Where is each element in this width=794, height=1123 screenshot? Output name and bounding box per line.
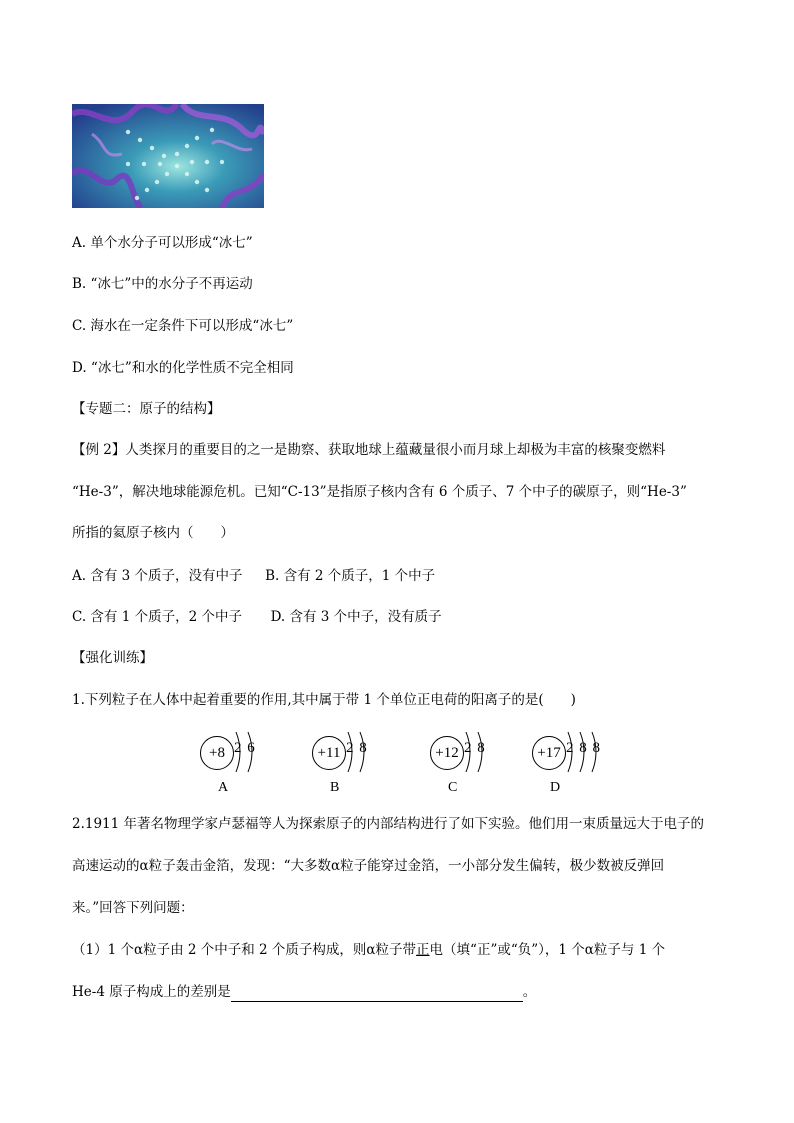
q2-sub1-line2: [72, 982, 536, 1002]
atom-letter: A: [218, 780, 229, 795]
q2-sub1-text2: 电（填“正”或“负”），1 个α粒子与 1 个: [429, 942, 666, 958]
ice-seven-illustration-icon: [72, 104, 264, 208]
atom-b: [302, 728, 412, 798]
answer-blank[interactable]: [231, 987, 523, 1002]
ice-seven-illustration: [72, 104, 264, 208]
q2-sub1-line1: [72, 940, 665, 960]
atom-nucleus: +17: [532, 736, 566, 770]
q2-line1: 2.1911 年著名物理学家卢瑟福等人为探索原子的内部结构进行了如下实验。他们用一束质量远大于电子的: [72, 816, 705, 832]
training-heading: 【强化训练】: [72, 650, 153, 666]
q1-stem: 1.下列粒子在人体中起着重要的作用,其中属于带 1 个单位正电荷的阳离子的是( ): [72, 692, 576, 708]
example2-option-c: C. 含有 1 个质子，2 个中子: [72, 609, 242, 625]
atom-c: [420, 728, 530, 798]
topic-heading: 【专题二：原子的结构】: [72, 401, 221, 417]
example2-options-row1: [72, 566, 435, 586]
example2-options-row2: [72, 607, 442, 627]
q2-sub1-answer: 正: [416, 942, 430, 958]
atom-shells: 2 6: [234, 740, 256, 756]
atom-nucleus: +8: [200, 736, 234, 770]
example2-option-a: A. 含有 3 个质子，没有中子: [72, 568, 243, 584]
option-c: C. 海水在一定条件下可以形成“冰七”: [72, 318, 294, 334]
q2-sub1-line2-end: 。: [522, 984, 537, 1000]
example2-option-d: D. 含有 3 个中子，没有质子: [270, 609, 442, 625]
example2-line3: 所指的氦原子核内（ ）: [72, 525, 234, 541]
option-a: A. 单个水分子可以形成“冰七”: [72, 235, 253, 251]
atom-shells: 2 8 8: [566, 740, 601, 756]
atom-d: [522, 728, 632, 798]
option-d: D. “冰七”和水的化学性质不完全相同: [72, 360, 294, 376]
example2-line2: “He-3”，解决地球能源危机。已知“C-13”是指原子核内含有 6 个质子、7 个中子的碳原子，则“He-3”: [72, 484, 687, 500]
q2-line2: 高速运动的α粒子轰击金箔，发现：“大多数α粒子能穿过金箔，一小部分发生偏转，极少数被反弹回: [72, 858, 665, 874]
q2-sub1-text: （1）1 个α粒子由 2 个中子和 2 个质子构成，则α粒子带: [72, 942, 417, 958]
atom-nucleus: +12: [430, 736, 464, 770]
atom-letter: B: [330, 780, 340, 795]
atom-nucleus: +11: [312, 736, 346, 770]
atom-letter: D: [550, 780, 561, 795]
atom-shells: 2 8: [464, 740, 486, 756]
atom-shells: 2 8: [346, 740, 368, 756]
atom-a: [190, 728, 300, 798]
option-b: B. “冰七”中的水分子不再运动: [72, 276, 253, 292]
q2-line3: 来。”回答下列问题：: [72, 900, 194, 916]
example2-option-b: B. 含有 2 个质子，1 个中子: [265, 568, 436, 584]
q2-sub1-line2-text: He-4 原子构成上的差别是: [72, 984, 231, 1000]
atom-letter: C: [448, 780, 458, 795]
example2-line1: 【例 2】人类探月的重要目的之一是勘察、获取地球上蕴藏量很小而月球上却极为丰富的核聚变燃料: [72, 442, 666, 458]
